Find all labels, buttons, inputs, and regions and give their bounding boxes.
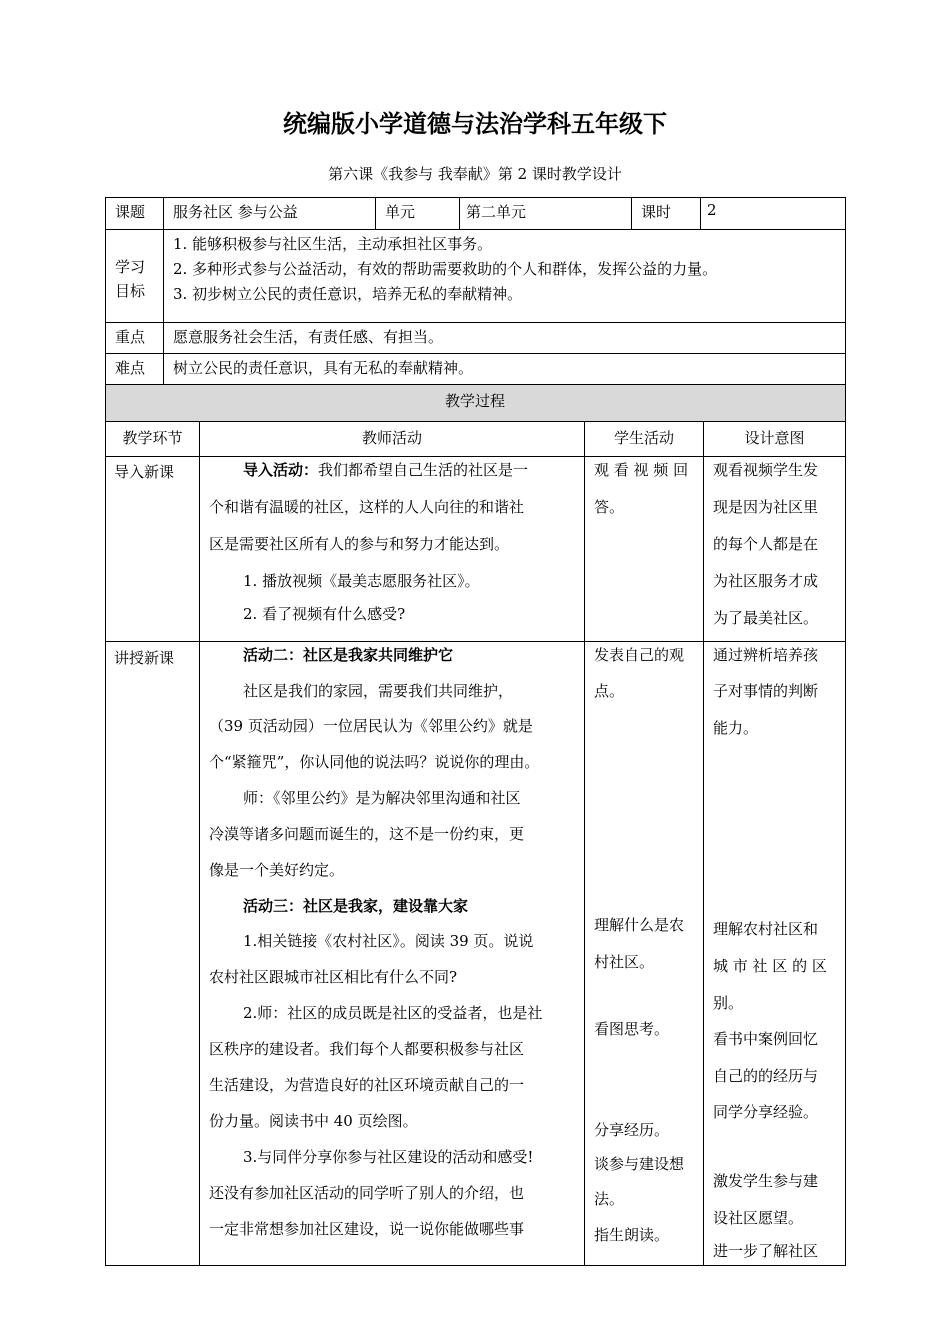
teacher-line: 3.与同伴分享你参与社区建设的活动和感受! — [243, 1148, 534, 1166]
teacher-line: 2. 看了视频有什么感受? — [243, 605, 406, 623]
process-header: 教学过程 — [444, 392, 505, 410]
col-header-stage: 教学环节 — [122, 429, 183, 447]
intent-line: 同学分享经验。 — [713, 1103, 819, 1121]
teacher-line: 还没有参加社区活动的同学听了别人的介绍，也 — [209, 1184, 525, 1202]
teacher-line: 农村社区跟城市社区相比有什么不同? — [209, 968, 458, 986]
teacher-line: 份力量。阅读书中 40 页绘图。 — [209, 1112, 418, 1130]
difficulty-label: 难点 — [115, 359, 146, 377]
teacher-line: 1. 播放视频《最美志愿服务社区》。 — [243, 572, 480, 590]
teacher-line: 个“紧箍咒”，你认同他的说法吗？说说你的理由。 — [209, 753, 540, 771]
intent-line: 理解农村社区和 — [713, 920, 819, 938]
goals-label-1: 学习 — [115, 258, 146, 276]
col-header-teacher: 教师活动 — [361, 429, 422, 447]
unit-label: 单元 — [385, 203, 416, 221]
intent-line: 能力。 — [713, 719, 759, 737]
teacher-line: 活动二：社区是我家共同维护它 — [243, 646, 454, 664]
intent-line: 看书中案例回忆 — [713, 1030, 819, 1048]
stage-new-lesson: 讲授新课 — [114, 649, 175, 667]
intent-line: 的每个人都是在 — [713, 535, 819, 553]
col-header-intent: 设计意图 — [744, 429, 805, 447]
stage-intro: 导入新课 — [114, 463, 175, 481]
intent-line: 为了最美社区。 — [713, 609, 819, 627]
teacher-line: 像是一个美好约定。 — [209, 861, 345, 879]
unit-value: 第二单元 — [466, 203, 527, 221]
teacher-line: 一定非常想参加社区建设，说一说你能做哪些事 — [209, 1220, 525, 1238]
intent-line: 现是因为社区里 — [713, 498, 819, 516]
teacher-line: 社区是我们的家园，需要我们共同维护， — [243, 682, 514, 700]
intent-line: 别。 — [713, 994, 744, 1012]
intent-line: 观看视频学生发 — [713, 461, 819, 479]
student-line: 村社区。 — [594, 953, 655, 971]
teacher-line: 2.师：社区的成员既是社区的受益者，也是社 — [243, 1004, 543, 1022]
teacher-line: 冷漠等诸多问题而诞生的，这不是一份约束，更 — [209, 825, 525, 843]
teacher-line: 区秩序的建设者。我们每个人都要积极参与社区 — [209, 1040, 525, 1058]
student-line: 答。 — [594, 498, 625, 516]
hours-value: 2 — [707, 201, 717, 219]
teacher-line: （39 页活动园）一位居民认为《邻里公约》就是 — [209, 717, 533, 735]
teacher-line: 导入活动：我们都希望自己生活的社区是一 — [243, 461, 529, 479]
teacher-line: 1.相关链接《农村社区》。阅读 39 页。说说 — [243, 932, 534, 950]
student-line: 指生朗读。 — [594, 1226, 670, 1244]
goal-item: 3. 初步树立公民的责任意识，培养无私的奉献精神。 — [173, 285, 523, 303]
intent-line: 自己的的经历与 — [713, 1067, 819, 1085]
student-line: 看图思考。 — [594, 1020, 670, 1038]
goal-item: 2. 多种形式参与公益活动，有效的帮助需要救助的个人和群体，发挥公益的力量。 — [173, 260, 718, 278]
teacher-line: 个和谐有温暖的社区，这样的人人向往的和谐社 — [209, 498, 525, 516]
goal-item: 1. 能够积极参与社区生活，主动承担社区事务。 — [173, 235, 493, 253]
document-title: 统编版小学道德与法治学科五年级下 — [283, 110, 667, 138]
hours-label: 课时 — [641, 203, 672, 221]
intent-line: 子对事情的判断 — [713, 682, 819, 700]
student-line: 点。 — [594, 682, 625, 700]
intent-line: 城 市 社 区 的 区 — [713, 957, 827, 975]
key-point-label: 重点 — [115, 328, 146, 346]
key-point-value: 愿意服务社会生活，有责任感、有担当。 — [173, 328, 444, 346]
col-header-student: 学生活动 — [613, 429, 674, 447]
teacher-line: 活动三：社区是我家，建设靠大家 — [243, 897, 469, 915]
document-subtitle: 第六课《我参与 我奉献》第 2 课时教学设计 — [328, 165, 622, 183]
student-line: 法。 — [594, 1190, 625, 1208]
student-line: 理解什么是农 — [594, 916, 685, 934]
teacher-line: 生活建设，为营造良好的社区环境贡献自己的一 — [209, 1076, 525, 1094]
intent-line: 通过辨析培养孩 — [713, 646, 819, 664]
teacher-line: 区是需要社区所有人的参与和努力才能达到。 — [209, 535, 510, 553]
intent-line: 为社区服务才成 — [713, 572, 819, 590]
student-line: 谈参与建设想 — [594, 1155, 685, 1173]
student-line: 观 看 视 频 回 — [594, 461, 689, 479]
intent-line: 激发学生参与建 — [713, 1172, 819, 1190]
difficulty-value: 树立公民的责任意识，具有无私的奉献精神。 — [173, 359, 474, 377]
student-line: 分享经历。 — [594, 1121, 670, 1139]
student-line: 发表自己的观 — [594, 646, 685, 664]
intent-line: 进一步了解社区 — [713, 1242, 819, 1260]
intent-line: 设社区愿望。 — [713, 1209, 804, 1227]
goals-label-2: 目标 — [115, 282, 146, 300]
topic-value: 服务社区 参与公益 — [173, 203, 298, 221]
topic-label: 课题 — [115, 203, 146, 221]
teacher-line: 师：《邻里公约》是为解决邻里沟通和社区 — [243, 789, 521, 807]
